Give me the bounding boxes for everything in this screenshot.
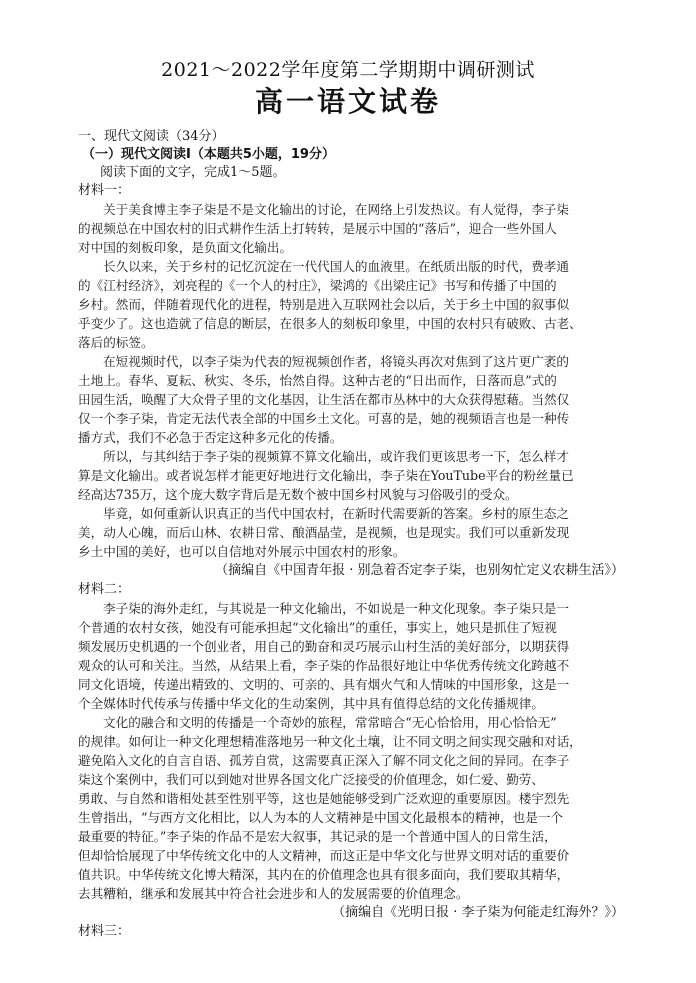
material1-line: 播方式，我们不必急于否定这种多元化的传播。 [78,430,343,445]
material1-line: 乡土中国的美好，也可以自信地对外展示中国农村的形象。 [78,544,406,559]
material3-label: 材料三： [78,924,131,939]
material1-line: 毕竟，如何重新认识真正的当代中国农村，在新时代需要新的答案。乡村的原生态之 [103,506,569,521]
material2-line: 的规律。如何让一种文化理想精准落地另一种文化土壤，让不同文明之间实现交融和对话， [78,734,582,749]
exam-term-header: 2021～2022学年度第二学期期中调研测试 [161,59,535,81]
material1-source: （摘编自《中国青年报 · 别急着否定李子柒，也别匆忙定义农耕生活》） [215,563,624,578]
material2-line: 柒这个案例中，我们可以到她对世界各国文化广泛接受的价值理念，如仁爱、勤劳、 [78,772,544,787]
material2-line: 观众的认可和关注。当然，从结果上看，李子柒的作品很好地让中华优秀传统文化跨越不 [78,658,570,673]
material2-line: 值共识。中华传统文化博大精深，其内在的价值理念也具有很多面向，我们要取其精华， [78,867,570,882]
material2-line: 同文化语境，传递出精致的、文明的、可亲的、具有烟火气和人情味的中国形象，这是一 [78,677,570,692]
material1-line: 算是文化输出。或者说怎样才能更好地进行文化输出，李子柒在YouTube平台的粉丝量已 [78,468,574,483]
material2-line: 李子柒的海外走红，与其说是一种文化输出，不如说是一种文化现象。李子柒只是一 [103,601,569,616]
section-label: 一、现代文阅读（34分） [78,129,225,144]
material1-line: 经高达735万，这个庞大数字背后是无数个被中国乡村风貌与习俗吸引的受众。 [78,487,518,502]
material1-line: 乎变少了。这也造就了信息的断层，在很多人的刻板印象里，中国的农村只有破败、古老、 [78,316,582,331]
material2-line: 但却恰恰展现了中华传统文化中的人文精神，而这正是中华文化与世界文明对话的重要价 [78,848,570,863]
material2-line: 避免陷入文化的自言自语、孤芳自赏，这需要真正深入了解不同文化之间的异同。在李子 [78,753,570,768]
material2-line: 勇敢、与自然和谐相处甚至性别平等，这也是她能够受到广泛欢迎的重要原因。楼宇烈先 [78,791,570,806]
instruction: 阅读下面的文字，完成1～5题。 [100,165,286,180]
material1-line: 对中国的刻板印象，是负面文化输出。 [78,240,293,255]
part-label: （一）现代文阅读Ⅰ（本题共5小题，19分） [82,147,335,162]
material2-line: 生曾指出，“与西方文化相比，以人为本的人文精神是中国文化最根本的精神，也是一个 [78,810,564,825]
material1-line: 美，动人心魄，而后山林、农耕日常、酿酒晶莹，是视频，也是现实。我们可以重新发现 [78,525,570,540]
material1-line: 在短视频时代，以李子柒为代表的短视频创作者，将镜头再次对焦到了这片更广袤的 [103,354,569,369]
material1-line: 乡村。然而，伴随着现代化的进程，特别是进入互联网社会以后，关于乡土中国的叙事似 [78,297,570,312]
material1-line: 的《江村经济》，刘亮程的《一个人的村庄》，梁鸿的《出梁庄记》书写和传播了中国的 [78,278,557,293]
material2-line: 个全媒体时代传承与传播中华文化的生动案例，其中具有值得总结的文化传播规律。 [78,696,544,711]
material1-line: 田园生活，唤醒了大众骨子里的文化基因，让生活在都市丛林中的大众获得慰藉。当然仅 [78,392,570,407]
material1-line: 仅一个李子柒，肯定无法代表全部的中国乡土文化。可喜的是，她的视频语言也是一种传 [78,411,570,426]
material2-line: 个普通的农村女孩，她没有可能承担起“文化输出”的重任，事实上，她只是抓住了短视 [78,620,557,635]
material2-source: （摘编自《光明日报 · 李子柒为何能走红海外？》） [332,905,624,920]
material1-label: 材料一： [78,183,131,198]
exam-title: 高一语文试卷 [254,85,441,118]
material2-line: 最重要的特征。”李子柒的作品不是宏大叙事，其记录的是一个普通中国人的日常生活， [78,829,557,844]
material1-line: 土地上。春华、夏耘、秋实、冬乐，怡然自得。这种古老的“日出而作，日落而息”式的 [78,373,557,388]
material1-line: 的视频总在中国农村的旧式耕作生活上打转转，是展示中国的“落后”，迎合一些外国人 [78,221,557,236]
material2-line: 去其糟粕，继承和发展其中符合社会进步和人的发展需要的价值理念。 [78,886,469,901]
material1-line: 落后的标签。 [78,335,154,350]
material1-line: 关于美食博主李子柒是不是文化输出的讨论，在网络上引发热议。有人觉得，李子柒 [103,202,569,217]
material1-line: 长久以来，关于乡村的记忆沉淀在一代代国人的血液里。在纸质出版的时代，费孝通 [103,259,569,274]
material2-line: 文化的融合和文明的传播是一个奇妙的旅程，常常暗合“无心恰恰用，用心恰恰无” [103,715,557,730]
material2-label: 材料二： [78,582,131,597]
material1-line: 所以，与其纠结于李子柒的视频算不算文化输出，或许我们更该思考一下，怎么样才 [103,449,569,464]
material2-line: 频发展历史机遇的一个创业者，用自己的勤奋和灵巧展示山村生活的美好部分，以期获得 [78,639,570,654]
